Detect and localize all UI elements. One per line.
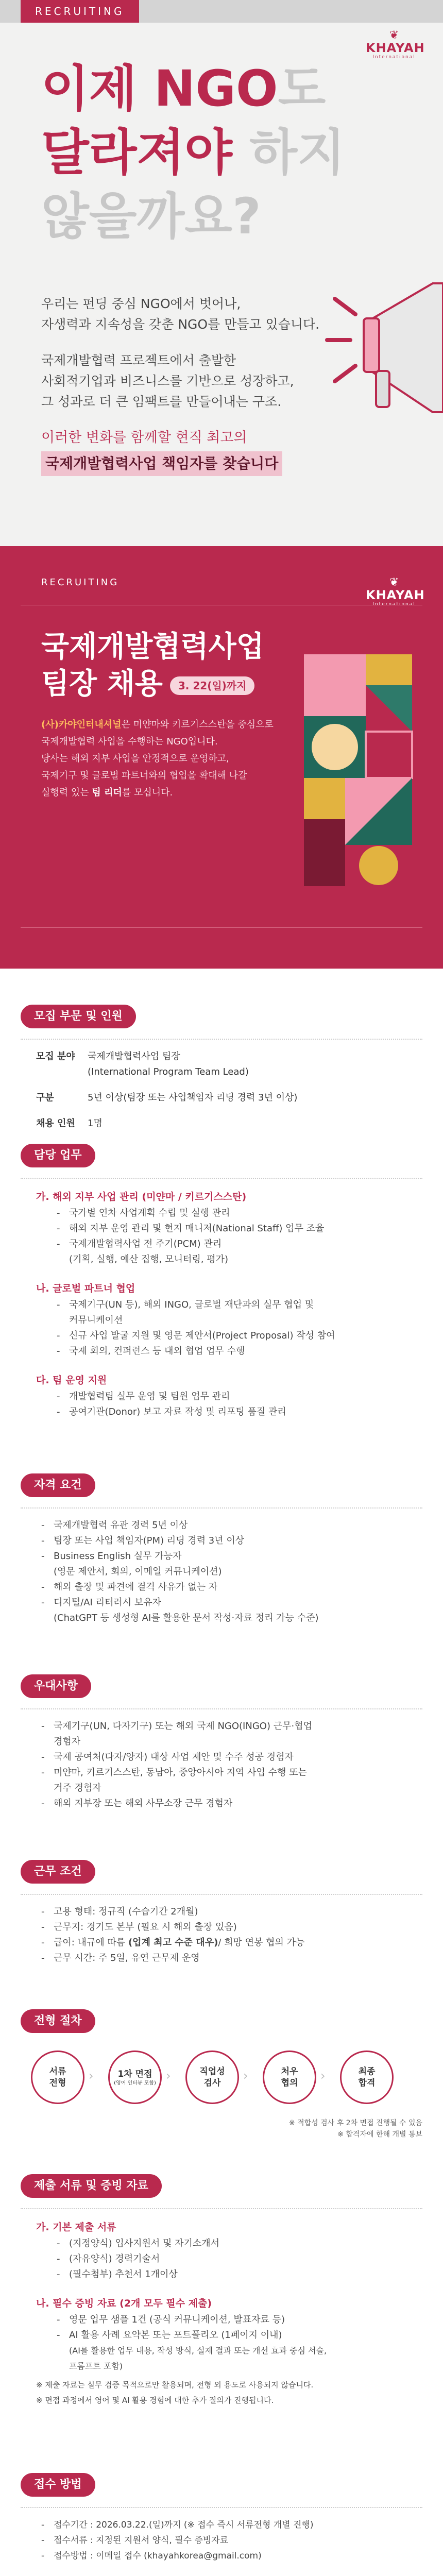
section-title: 제출 서류 및 증빙 자료 — [21, 2174, 162, 2198]
intro-text: (사)카야인터내셔널은 미얀마와 키르기스스탄을 중심으로 국제개발협력 사업을 수행하는 NGO입니다. 당사는 해외 지부 사업을 안정적으로 운영하고, 국제기구 및 글로벌 파트너와의 협업을 확대해 나갈 실행력 있는 팀 리더를 모십니다. — [41, 719, 274, 798]
deadline-badge: 3. 22(일)까지 — [170, 676, 255, 695]
section-preferences: 우대사항 - 국제기구(UN, 다자기구) 또는 해외 국제 NGO(INGO) 근무·협업 경험자 - 국제 공여처(다자/양자) 대상 사업 제안 및 수주 성공 경험자 - 미얀마, 키르기스스탄, 동남아, 중앙아시아 지역 사업 수행 또는 거주 경험자 - 해외 지부장 또는 해외 사무소장 근무 경험자 — [21, 1674, 422, 1811]
hero-paragraph-2: 국제개발협력 프로젝트에서 출발한 사회적기업과 비즈니스를 기반으로 성장하고, 그 성과로 더 큰 임팩트를 만들어내는 구조. — [41, 353, 294, 409]
logo-mark-icon: ❦ — [389, 576, 399, 589]
row-field: 모집 분야 국제개발협력사업 팀장 (International Program Team Lead) — [36, 1051, 249, 1077]
step-interview: 1차 면접 (영어 인터뷰 포함) — [108, 2050, 162, 2104]
step-assessment: 직업성 검사 — [185, 2050, 239, 2104]
section-title: 전형 절차 — [21, 2009, 95, 2033]
recruiting-heading: RECRUITING — [41, 577, 120, 588]
hero-callout: 이러한 변화를 함께할 현직 최고의 국제개발협력사업 책임자를 찾습니다 — [41, 428, 282, 476]
headline-line-2: 달라져야 하지 — [41, 124, 345, 181]
section-qualifications: 자격 요건 - 국제개발협력 유관 경력 5년 이상 - 팀장 또는 사업 책임자(PM) 리딩 경력 3년 이상 - Business English 실무 가능자 (영문 제안서, 회의, 이메일 커뮤니케이션) - 해외 출장 및 파견에 결격 사유가 없는 자 - 디지털/AI 리터러시 보유자 (ChatGPT 등 생성형 AI를 활용한 문서 작성·자료 정리 가능 수준) — [21, 1473, 422, 1626]
section-title: 근무 조건 — [21, 1860, 95, 1884]
recruiting-tag: RECRUITING — [21, 0, 139, 23]
section-title: 우대사항 — [21, 1674, 91, 1698]
logo-mark-icon: ❦ — [389, 29, 399, 42]
section-documents: 제출 서류 및 증빙 자료 가. 기본 제출 서류 - (지정양식) 입사지원서 및 자기소개서 - (자유양식) 경력기술서 - (필수첨부) 추천서 1개이상 나. 필수 증빙 자료 (2개 모두 필수 제출) - 영문 업무 샘플 1건 (공식 커뮤니케이션, 발표자료 등) - AI 활용 사례 요약본 또는 포트폴리오 (1페이지 이내) (AI를 활용한 업무 내용, 작성 방식, 실제 결과 또는 개선 효과 중심 서술, 프롬프트 포함) ※ 제출 자료는 실무 검증 목적으로만 활용되며, 전형 외 용도로 사용되지 않습니다. ※ 면접 과정에서 영어 및 AI 활용 경험에 대한 추가 질의가 진행됩니다. — [21, 2174, 422, 2408]
divider — [21, 927, 422, 928]
khayah-logo: ❦ KHAYAH International — [366, 29, 425, 60]
hero-section — [0, 0, 443, 546]
section-duties: 담당 업무 가. 해외 지부 사업 관리 (미얀마 / 키르기스스탄) - 국가별 연차 사업계획 수립 및 실행 관리 - 해외 지부 운영 관리 및 현지 매니저(National Staff) 업무 조율 - 국제개발협력사업 전 주기(PCM) 관리 (기획, 실행, 예산 집행, 모니터링, 평가) 나. 글로벌 파트너 협업 - 국제기구(UN 등), 해외 INGO, 글로벌 재단과의 실무 협업 및 커뮤니케이션 - 신규 사업 발굴 지원 및 영문 제안서(Project Proposal) 작성 참여 - 국제 회의, 컨퍼런스 등 대외 협업 업무 수행 다. 팀 운영 지원 - 개발협력팀 실무 운영 및 팀원 업무 관리 - 공여기관(Donor) 보고 자료 작성 및 리포팅 품질 관리 — [21, 1144, 422, 1420]
headline-line-3: 않을까요? — [41, 188, 261, 245]
headline-line-1: 이제 NGO도 — [41, 60, 326, 117]
chevron-right-icon: › — [166, 2069, 171, 2083]
geometric-art-icon — [299, 649, 417, 891]
section-conditions: 근무 조건 - 고용 형태: 정규직 (수습기간 2개월) - 근무지: 경기도 본부 (필요 시 해외 출장 있음) - 급여: 내규에 따름 (업계 최고 수준 대우)/ 희망 연봉 협의 가능 - 근무 시간: 주 5일, 유연 근무제 운영 — [21, 1860, 422, 1966]
section-title: 담당 업무 — [21, 1144, 95, 1167]
row-headcount: 채용 인원 1명 — [36, 1118, 103, 1129]
step-document: 서류 전형 — [31, 2050, 84, 2104]
step-negotiation: 처우 협의 — [263, 2050, 316, 2104]
section-process — [21, 2009, 422, 2143]
section-title: 자격 요건 — [21, 1473, 95, 1497]
process-notes: ※ 적합성 검사 후 2차 면접 진행될 수 있음 ※ 합격자에 한해 개별 통보 — [288, 2119, 422, 2139]
chevron-right-icon: › — [89, 2069, 94, 2083]
megaphone-icon — [314, 258, 443, 422]
section-title: 접수 방법 — [21, 2473, 95, 2497]
job-title-1: 국제개발협력사업 — [41, 630, 264, 664]
khayah-logo-white: ❦ KHAYAH International — [366, 576, 425, 607]
job-title-2: 팀장 채용 3. 22(일)까지 — [41, 666, 254, 703]
hero-paragraph-1: 우리는 펀딩 중심 NGO에서 벗어나, 자생력과 지속성을 갖춘 NGO를 만들고 있습니다. — [41, 296, 320, 332]
section-application: 접수 방법 - 접수기간 : 2026.03.22.(일)까지 (※ 접수 즉시 서류전형 개별 진행) - 접수서류 : 지정된 지원서 양식, 필수 증빙자료 - 접수방법 : 이메일 접수 (khayahkorea@gmail.com) — [21, 2473, 422, 2564]
recruiting-section — [0, 546, 443, 969]
chevron-right-icon: › — [320, 2069, 326, 2083]
step-final: 최종 합격 — [340, 2050, 394, 2104]
chevron-right-icon: › — [243, 2069, 248, 2083]
row-type: 구분 5년 이상(팀장 또는 사업책임자 리딩 경력 3년 이상) — [36, 1092, 298, 1103]
section-positions — [21, 1005, 422, 1131]
section-title: 모집 부문 및 인원 — [21, 1005, 136, 1028]
